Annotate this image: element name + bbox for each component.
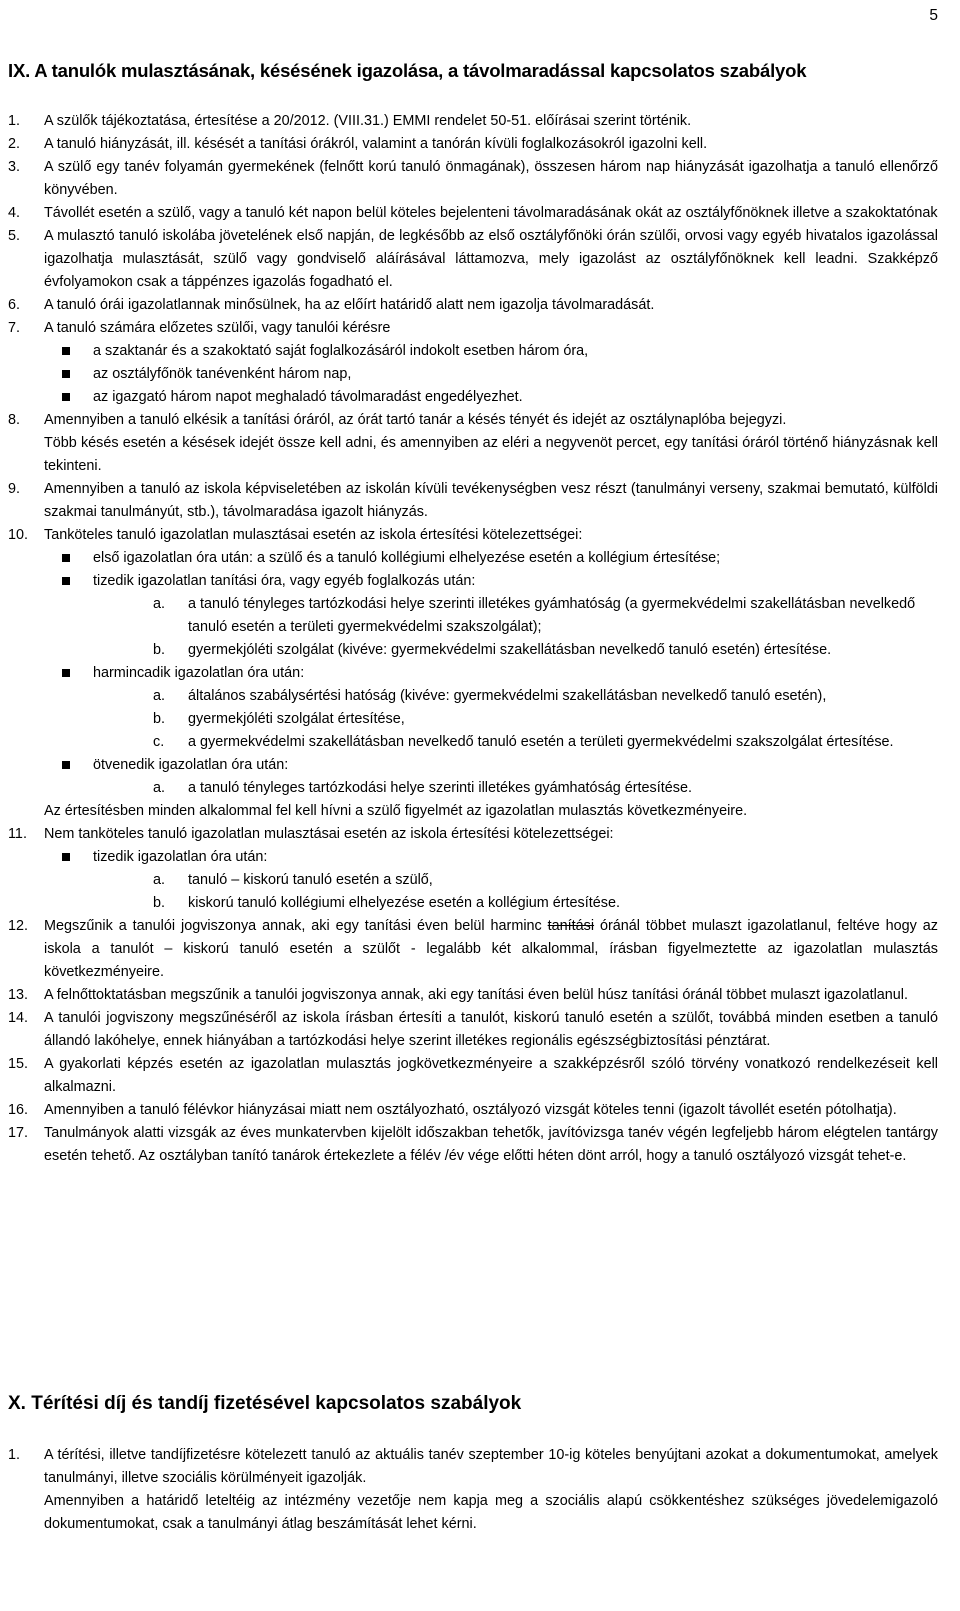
item-number: 11. bbox=[8, 826, 27, 842]
item-text-part: óránál többet mulaszt igazolatlanul, feltéve hogy az iskola a tanulót – kiskorú tanuló esetén a szülőt - legalább két alkalommal, írásban figyelmeztette az igazolatlan mulasztás következményeire. bbox=[44, 918, 938, 980]
square-bullet-icon bbox=[62, 853, 70, 861]
item-text: Tanköteles tanuló igazolatlan mulasztásai esetén az iskola értesítési kötelezettségei: bbox=[44, 527, 583, 543]
list-item bbox=[8, 524, 938, 547]
bullet-item bbox=[8, 570, 938, 593]
square-bullet-icon bbox=[62, 393, 70, 401]
bullet-item bbox=[8, 754, 938, 777]
sub-item bbox=[8, 869, 938, 892]
square-bullet-icon bbox=[62, 669, 70, 677]
section-heading-x: X. Térítési díj és tandíj fizetésével kapcsolatos szabályok bbox=[8, 1393, 522, 1414]
sub-letter: b. bbox=[153, 895, 166, 911]
list-item bbox=[8, 133, 938, 156]
item-number: 14. bbox=[8, 1010, 29, 1026]
sub-item bbox=[8, 892, 938, 915]
square-bullet-icon bbox=[62, 761, 70, 769]
item-number: 2. bbox=[8, 136, 21, 152]
item-text: A tanulói jogviszony megszűnéséről az iskola írásban értesíti a tanulót, kiskorú tanuló esetén a szülőt, továbbá minden esetben a tanuló állandó lakóhelye, ennek hiányában a tartózkodási helye szerint illetékes regionális egészségbiztosítási pénztárat. bbox=[44, 1010, 938, 1049]
list-item bbox=[8, 915, 938, 984]
sub-letter: a. bbox=[153, 872, 166, 888]
sub-item bbox=[8, 731, 938, 754]
sub-letter: b. bbox=[153, 711, 166, 727]
section-ix-list bbox=[8, 110, 938, 1168]
item-number: 15. bbox=[8, 1056, 29, 1072]
item-number: 3. bbox=[8, 159, 21, 175]
bullet-text: az osztályfőnök tanévenként három nap, bbox=[93, 366, 352, 382]
sub-text: a tanuló tényleges tartózkodási helye szerinti illetékes gyámhatóság értesítése. bbox=[188, 780, 692, 796]
bullet-text: az igazgató három napot meghaladó távolmaradást engedélyezhet. bbox=[93, 389, 523, 405]
list-item bbox=[8, 1007, 938, 1053]
section-heading-ix: IX. A tanulók mulasztásának, késésének igazolása, a távolmaradással kapcsolatos szabályok bbox=[8, 60, 807, 81]
sub-item bbox=[8, 708, 938, 731]
item-continuation: Több késés esetén a késések idejét össze kell adni, és amennyiben az eléri a negyvenöt percet, egy tanítási óráról történő hiányzásnak kell tekinteni. bbox=[44, 435, 938, 474]
square-bullet-icon bbox=[62, 554, 70, 562]
bullet-text: harmincadik igazolatlan óra után: bbox=[93, 665, 305, 681]
list-item bbox=[8, 225, 938, 294]
sub-item bbox=[8, 777, 938, 800]
bullet-text: a szaktanár és a szakoktató saját foglalkozásáról indokolt esetben három óra, bbox=[93, 343, 589, 359]
item-text: Távollét esetén a szülő, vagy a tanuló két napon belül köteles bejelenteni távolmaradásának okát az osztályfőnöknek illetve a szakoktatónak bbox=[44, 205, 938, 221]
item-text: A tanuló hiányzását, ill. késését a tanítási órákról, valamint a tanórán kívüli foglalkozásokról igazolni kell. bbox=[44, 136, 708, 152]
item-number: 1. bbox=[8, 113, 21, 129]
list-item bbox=[8, 984, 938, 1007]
item-number: 7. bbox=[8, 320, 21, 336]
list-item bbox=[8, 110, 938, 133]
bullet-item bbox=[8, 340, 938, 363]
list-item bbox=[8, 823, 938, 846]
list-item bbox=[8, 1099, 938, 1122]
list-item bbox=[8, 202, 938, 225]
item-text: A térítési, illetve tandíjfizetésre kötelezett tanuló az aktuális tanév szeptember 10-ig köteles benyújtani azokat a dokumentumokat, amelyek tanulmányi, illetve szociális körülményeit igazolják. bbox=[44, 1447, 938, 1486]
item-number: 8. bbox=[8, 412, 21, 428]
struck-text: tanítási bbox=[547, 918, 595, 934]
list-item bbox=[8, 317, 938, 340]
bullet-text: tizedik igazolatlan tanítási óra, vagy egyéb foglalkozás után: bbox=[93, 573, 476, 589]
list-item bbox=[8, 156, 938, 202]
item-number: 17. bbox=[8, 1125, 29, 1141]
bullet-item bbox=[8, 363, 938, 386]
item-text: Nem tanköteles tanuló igazolatlan mulasztásai esetén az iskola értesítési kötelezettségei: bbox=[44, 826, 614, 842]
item-number: 13. bbox=[8, 987, 29, 1003]
bullet-item bbox=[8, 662, 938, 685]
item-text: Tanulmányok alatti vizsgák az éves munkatervben kijelölt időszakban tehetők, javítóvizsga tanév végén legfeljebb három elégtelen tantárgy esetén tehető. Az osztályban tanító tanárok értekezlete a félév /év vége előtti héten dönt arról, hogy a tanuló osztályozó vizsgát tehet-e. bbox=[44, 1125, 938, 1164]
item-text-part: Megszűnik a tanulói jogviszonya annak, aki egy tanítási éven belül harminc bbox=[44, 918, 548, 934]
item-text: A szülők tájékoztatása, értesítése a 20/2012. (VIII.31.) EMMI rendelet 50-51. előírásai szerint történik. bbox=[44, 113, 692, 129]
list-item bbox=[8, 409, 938, 432]
item-text: Amennyiben a tanuló elkésik a tanítási óráról, az órát tartó tanár a késés tényét és idejét az osztálynaplóba bejegyzi. bbox=[44, 412, 787, 428]
bullet-item bbox=[8, 386, 938, 409]
item-number: 1. bbox=[8, 1447, 21, 1463]
list-item bbox=[8, 294, 938, 317]
item-number: 6. bbox=[8, 297, 21, 313]
item-number: 16. bbox=[8, 1102, 29, 1118]
item-continuation: Az értesítésben minden alkalommal fel kell hívni a szülő figyelmét az igazolatlan mulasztás következményeire. bbox=[44, 803, 748, 819]
list-item bbox=[8, 1444, 938, 1490]
sub-letter: b. bbox=[153, 642, 166, 658]
section-x-list bbox=[8, 1444, 938, 1536]
bullet-text: ötvenedik igazolatlan óra után: bbox=[93, 757, 289, 773]
bullet-text: első igazolatlan óra után: a szülő és a tanuló kollégiumi elhelyezése esetén a kollégium értesítése; bbox=[93, 550, 721, 566]
list-item bbox=[8, 478, 938, 524]
item-text: A tanuló számára előzetes szülői, vagy tanulói kérésre bbox=[44, 320, 391, 336]
item-text bbox=[44, 915, 938, 984]
item-continuation: Amennyiben a határidő leteltéig az intézmény vezetője nem kapja meg a szociális alapú csökkentéshez szükséges jövedelemigazoló dokumentumokat, csak a tanulmányi átlag beszámítását lehet kérni. bbox=[44, 1493, 938, 1532]
list-item bbox=[8, 1122, 938, 1168]
sub-text: gyermekjóléti szolgálat értesítése, bbox=[188, 711, 405, 727]
square-bullet-icon bbox=[62, 577, 70, 585]
sub-text: kiskorú tanuló kollégiumi elhelyezése esetén a kollégium értesítése. bbox=[188, 895, 620, 911]
sub-text: a gyermekvédelmi szakellátásban nevelkedő tanuló esetén a területi gyermekvédelmi szakszolgálat értesítése. bbox=[188, 734, 894, 750]
sub-item bbox=[8, 593, 938, 639]
square-bullet-icon bbox=[62, 370, 70, 378]
sub-letter: c. bbox=[153, 734, 165, 750]
item-text: Amennyiben a tanuló az iskola képviseletében az iskolán kívüli tevékenységben vesz részt (tanulmányi verseny, szakmai bemutató, külföldi szakmai tanulmányút, stb.), távolmaradása igazolt hiányzás. bbox=[44, 481, 938, 520]
sub-letter: a. bbox=[153, 780, 166, 796]
item-number: 4. bbox=[8, 205, 21, 221]
item-text: A mulasztó tanuló iskolába jövetelének első napján, de legkésőbb az első osztályfőnöki órán szülői, orvosi vagy egyéb hivatalos igazolással igazolhatja mulasztását, szülő vagy gondviselő aláírásával láttamozva, mely igazolást az osztályfőnöknek kell leadni. Szakképző évfolyamokon csak a táppénzes igazolás fogadható el. bbox=[44, 228, 938, 290]
item-number: 5. bbox=[8, 228, 21, 244]
item-text: A tanuló órái igazolatlannak minősülnek, ha az előírt határidő alatt nem igazolja távolmaradását. bbox=[44, 297, 655, 313]
item-text: A szülő egy tanév folyamán gyermekének (felnőtt korú tanuló önmagának), összesen három nap hiányzását igazolhatja a tanuló ellenőrző könyvében. bbox=[44, 159, 938, 198]
sub-text: gyermekjóléti szolgálat (kivéve: gyermekvédelmi szakellátásban nevelkedő tanuló esetén) értesítése. bbox=[188, 642, 832, 658]
sub-item bbox=[8, 639, 938, 662]
sub-text: általános szabálysértési hatóság (kivéve: gyermekvédelmi szakellátásban nevelkedő tanuló esetén), bbox=[188, 688, 827, 704]
bullet-text: tizedik igazolatlan óra után: bbox=[93, 849, 268, 865]
item-text: A felnőttoktatásban megszűnik a tanulói jogviszonya annak, aki egy tanítási éven belül húsz tanítási óránál többet mulaszt igazolatlanul. bbox=[44, 987, 908, 1003]
bullet-item bbox=[8, 846, 938, 869]
item-number: 9. bbox=[8, 481, 21, 497]
item-number: 12. bbox=[8, 918, 29, 934]
sub-item bbox=[8, 685, 938, 708]
item-text: Amennyiben a tanuló félévkor hiányzásai miatt nem osztályozható, osztályozó vizsgát köteles tenni (igazolt távollét esetén pótolhatja). bbox=[44, 1102, 897, 1118]
sub-text: a tanuló tényleges tartózkodási helye szerinti illetékes gyámhatóság (a gyermekvédelmi szakellátásban nevelkedő tanuló esetén a területi gyermekvédelmi szakszolgálat); bbox=[188, 596, 916, 635]
sub-letter: a. bbox=[153, 596, 166, 612]
list-item bbox=[8, 1053, 938, 1099]
item-text: A gyakorlati képzés esetén az igazolatlan mulasztás jogkövetkezményeire a szakképzésről szóló törvény vonatkozó rendelkezéseit kell alkalmazni. bbox=[44, 1056, 938, 1095]
sub-text: tanuló – kiskorú tanuló esetén a szülő, bbox=[188, 872, 433, 888]
page-number: 5 bbox=[929, 7, 938, 24]
sub-letter: a. bbox=[153, 688, 166, 704]
item-number: 10. bbox=[8, 527, 29, 543]
bullet-item bbox=[8, 547, 938, 570]
square-bullet-icon bbox=[62, 347, 70, 355]
